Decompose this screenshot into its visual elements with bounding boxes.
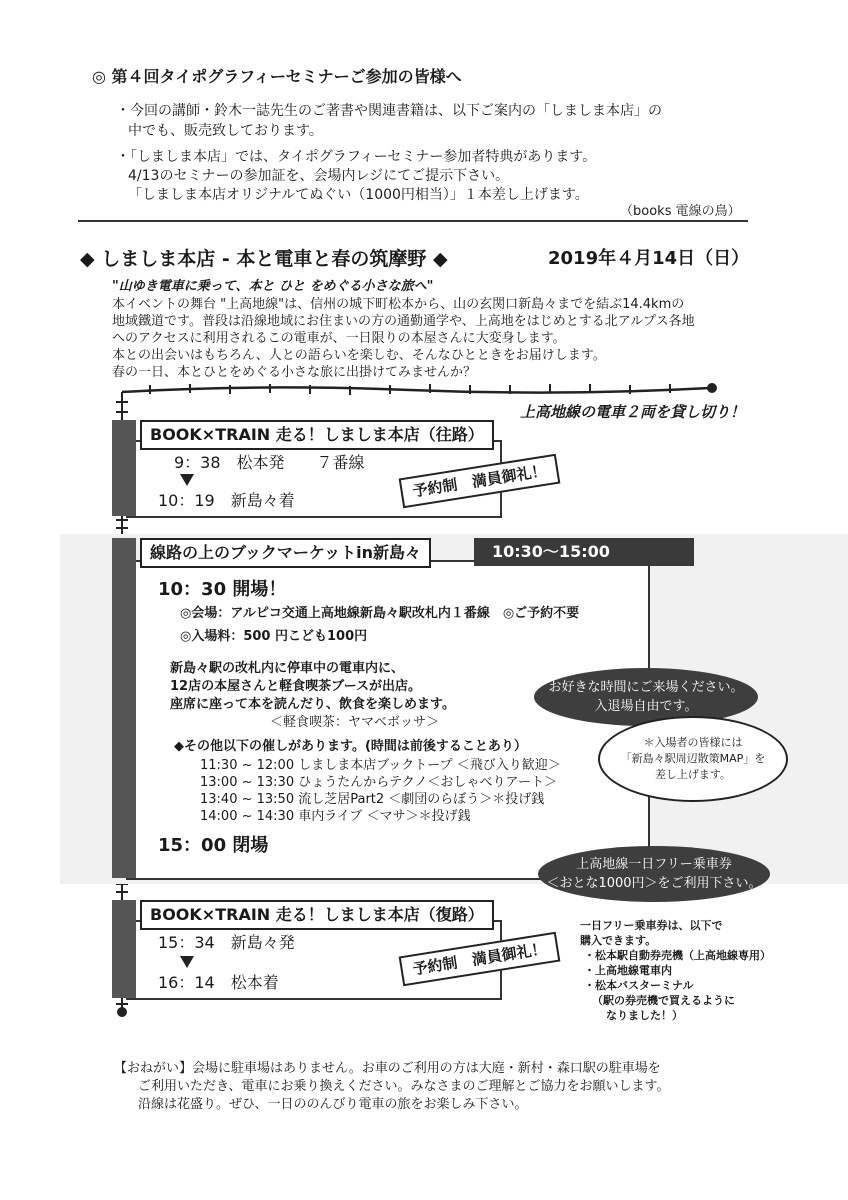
event-catch: "山ゆき電車に乗って、本と ひと をめぐる小さな旅へ": [112, 279, 434, 294]
return-title: BOOK×TRAIN 走る！しましま本店（復路）: [140, 900, 494, 930]
market-time: 10:30〜15:00: [474, 538, 694, 566]
oval2-line2: 「新島々駅周辺散策MAP」を: [620, 752, 766, 765]
market-desc-line2: 12店の本屋さんと軽食喫茶ブースが出店。: [170, 679, 422, 694]
footer-line2: ご利用いただき、電車にお乗り換えください。みなさまのご理解とご協力をお願いします。: [138, 1079, 670, 1094]
program-item-4: 14:00 ~ 14:30 車内ライブ ＜マサ＞＊投げ銭: [200, 809, 471, 824]
market-other-heading: ◆その他以下の催しがあります。(時間は前後することあり）: [174, 739, 527, 754]
program-item-3: 13:40 ~ 13:50 流し芝居Part2 ＜劇団のらぼう＞＊投げ銭: [200, 792, 545, 807]
ticket-line5: ・松本バスターミナル: [584, 979, 694, 992]
outbound-title: BOOK×TRAIN 走る！しましま本店（往路）: [140, 420, 494, 450]
oval1-line2: 入退場自由です。: [594, 699, 698, 714]
oval3-line2: ＜おとな1000円＞をご利用下さい。: [546, 876, 762, 891]
market-cafe: ＜軽食喫茶：ヤマベボッサ＞: [270, 715, 440, 730]
market-desc-line3: 座席に座って本を読んだり、飲食を楽しめます。: [170, 697, 455, 712]
footer-line3: 沿線は花盛り。ぜひ、一日ののんびり電車の旅をお楽しみ下さい。: [138, 1097, 528, 1112]
program-item-1: 11:30 ~ 12:00 しましま本店ブックトープ ＜飛び入り歓迎＞: [200, 758, 561, 773]
intro-line3: へのアクセスに利用されるこの電車が、一日限りの本屋さんに大変身します。: [112, 331, 566, 346]
info-oval-map: [598, 716, 788, 802]
ticket-line3: ・松本駅自動券売機（上高地線専用）: [584, 949, 771, 962]
outbound-arrive: 10：19 新島々着: [158, 491, 295, 510]
notice-title: ◎ 第４回タイポグラフィーセミナーご参加の皆様へ: [92, 67, 462, 86]
event-date: 2019年４月14日（日）: [548, 248, 750, 269]
market-title: 線路の上のブックマーケットin新島々: [140, 538, 431, 568]
ticket-line4: ・上高地線電車内: [584, 964, 672, 977]
ticket-line7: なりました！）: [606, 1009, 683, 1022]
oval2-line3: 差し上げます。: [654, 768, 732, 781]
market-open: 10：30 開場！: [158, 579, 287, 600]
market-desc-line1: 新島々駅の改札内に停車中の電車内に、: [170, 661, 405, 676]
info-oval-ticket: [538, 846, 770, 902]
event-title: ◆ しましま本店 - 本と電車と春の筑摩野 ◆: [80, 248, 448, 270]
notice-signature: （books 電線の鳥）: [620, 204, 741, 219]
outbound-sidebar: [112, 420, 136, 516]
return-depart: 15：34 新島々発: [158, 933, 295, 952]
return-stamp: 予約制 満員御礼！: [399, 932, 561, 987]
intro-line4: 本との出会いはもちろん、人との語らいを楽しむ、そんなひとときをお届けします。: [112, 348, 606, 363]
ticket-info: [580, 918, 771, 1023]
info-oval-entry: [534, 668, 758, 726]
oval2-line1: ＊入場者の皆様には: [643, 736, 743, 749]
notice-bullet2-line3: 「しましま本店オリジナルてぬぐい（1000円相当）」１本差し上げます。: [128, 187, 589, 203]
program-item-2: 13:00 ~ 13:30 ひょうたんからテクノ＜おしゃべりアート＞: [200, 775, 558, 790]
oval3-line1: 上高地線一日フリー乗車券: [576, 857, 732, 872]
notice-bullet2-line2: 4/13のセミナーの参加証を、会場内レジにてご提示下さい。: [128, 168, 510, 184]
return-arrive: 16：14 松本着: [158, 973, 279, 992]
intro-line2: 地域鐵道です。普段は沿線地域にお住まいの方の通勤通学や、上高地をはじめとする北アルプス各地: [112, 314, 695, 329]
down-arrow-icon: [180, 956, 194, 968]
market-close: 15：00 閉場: [158, 835, 269, 856]
down-arrow-icon: [180, 474, 194, 486]
divider: [78, 220, 748, 222]
intro-line1: 本イベントの舞台 "上高地線"は、信州の城下町松本から、山の玄関口新島々までを結ぶ14.4kmの: [112, 297, 685, 312]
notice-bullet1-line2: 中でも、販売致しております。: [128, 123, 323, 139]
intro-line5: 春の一日、本とひとをめぐる小さな旅に出掛けてみませんか？: [112, 365, 477, 380]
oval1-line1: お好きな時間にご来場ください。: [548, 680, 744, 695]
notice-bullet2-line1: ・「しましま本店」では、タイポグラフィーセミナー参加者特典があります。: [116, 149, 597, 165]
market-venue: ◎会場：アルピコ交通上高地線新島々駅改札内１番線 ◎ご予約不要: [180, 606, 580, 621]
market-fee: ◎入場料：500 円こども100円: [180, 629, 368, 644]
ticket-line1: 一日フリー乗車券は、以下で: [580, 919, 723, 932]
notice-bullet1-line1: ・今回の講師・鈴木一誌先生のご著書や関連書籍は、以下ご案内の「しましま本店」の: [116, 103, 662, 119]
outbound-depart: 9：38 松本発 ７番線: [174, 453, 365, 472]
footer-line1: 【おねがい】会場に駐車場はありません。お車のご利用の方は大庭・新村・森口駅の駐車場を: [114, 1061, 661, 1076]
ticket-line6: （駅の券売機で買えるように: [592, 994, 735, 1007]
market-sidebar: [112, 538, 136, 878]
ticket-line2: 購入できます。: [580, 934, 657, 947]
return-sidebar: [112, 900, 136, 998]
charter-note: 上高地線の電車２両を貸し切り！: [520, 403, 746, 421]
outbound-stamp: 予約制 満員御礼！: [399, 454, 561, 509]
